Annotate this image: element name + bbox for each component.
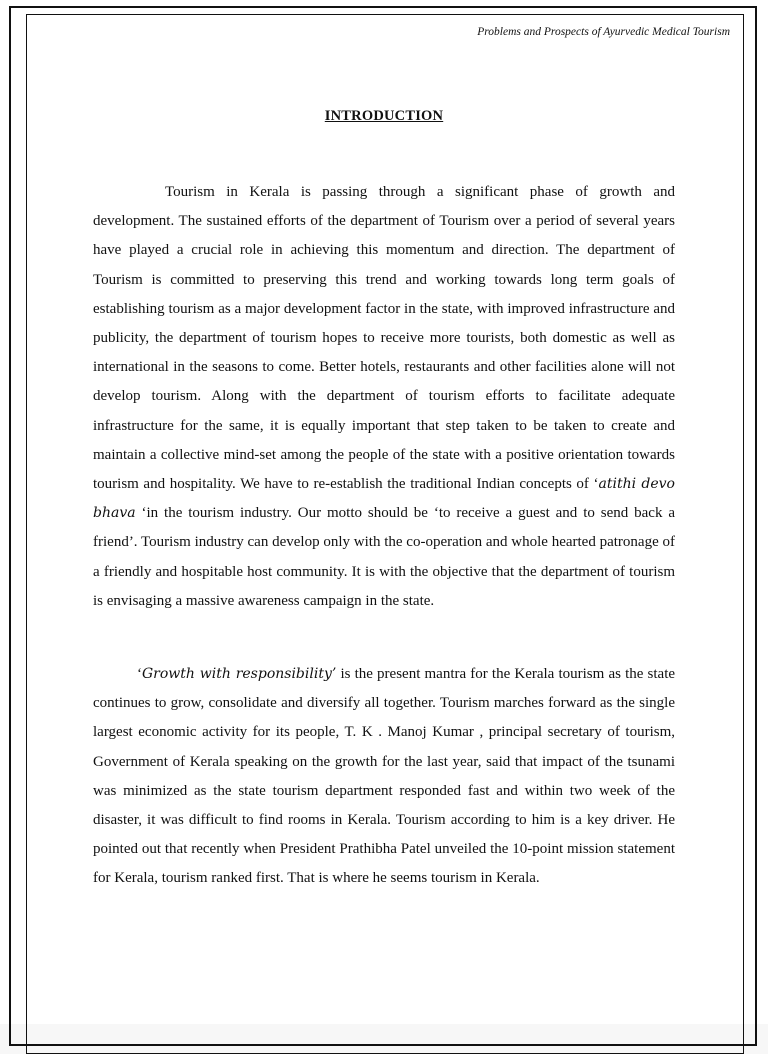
paragraph-2-italic-phrase: Growth with responsibility’: [142, 666, 337, 682]
paragraph-1-text-a: Tourism in Kerala is passing through a significant phase of growth and development. The sustained efforts of the department of Tourism over a period of several years have played a crucial role in achieving this momentum and direction. The department of Tourism is committed to preserving this trend and working towards long term goals of establishing tourism as a major development factor in the state, with improved infrastructure and publicity, the department of tourism hopes to receive more tourists, both domestic as well as international in the seasons to come. Better hotels, restaurants and other facilities alone will not develop tourism. Along with the department of tourism efforts to facilitate adequate infrastructure for the same, it is equally important that step taken to be taken to create and maintain a collective mind-set among the people of the state with a positive orientation towards tourism and hospitality. We have to re-establish the traditional Indian concepts of ‘: [93, 184, 675, 493]
running-header: Problems and Prospects of Ayurvedic Medical Tourism: [477, 26, 730, 38]
paragraph-1-italic-phrase: atithi devo bhava: [93, 476, 675, 522]
paragraph-2: [93, 660, 675, 894]
paragraph-2-text: is the present mantra for the Kerala tourism as the state continues to grow, consolidate and diversify all together. Tourism marches forward as the single largest economic activity for its people, T. K . Manoj Kumar , principal secretary of tourism, Government of Kerala speaking on the growth for the last year, said that impact of the tsunami was minimized as the state tourism department responded fast and within two week of the disaster, it was difficult to find rooms in Kerala. Tourism according to him is a key driver. He pointed out that recently when President Prathibha Patel unveiled the 10-point mission statement for Kerala, tourism ranked first. That is where he seems tourism in Kerala.: [93, 666, 676, 887]
section-title: INTRODUCTION: [324, 108, 444, 124]
paragraph-1-text-b: ‘in the tourism industry. Our motto should be ‘to receive a guest and to send back a friend’. Tourism industry can develop only with the co-operation and whole hearted patronage of a friendly and hospitable host community. It is with the objective that the department of tourism is envisaging a massive awareness campaign in the state.: [93, 505, 675, 609]
paragraph-1: [93, 178, 675, 616]
paragraph-2-quote-open: ‘: [137, 666, 142, 682]
